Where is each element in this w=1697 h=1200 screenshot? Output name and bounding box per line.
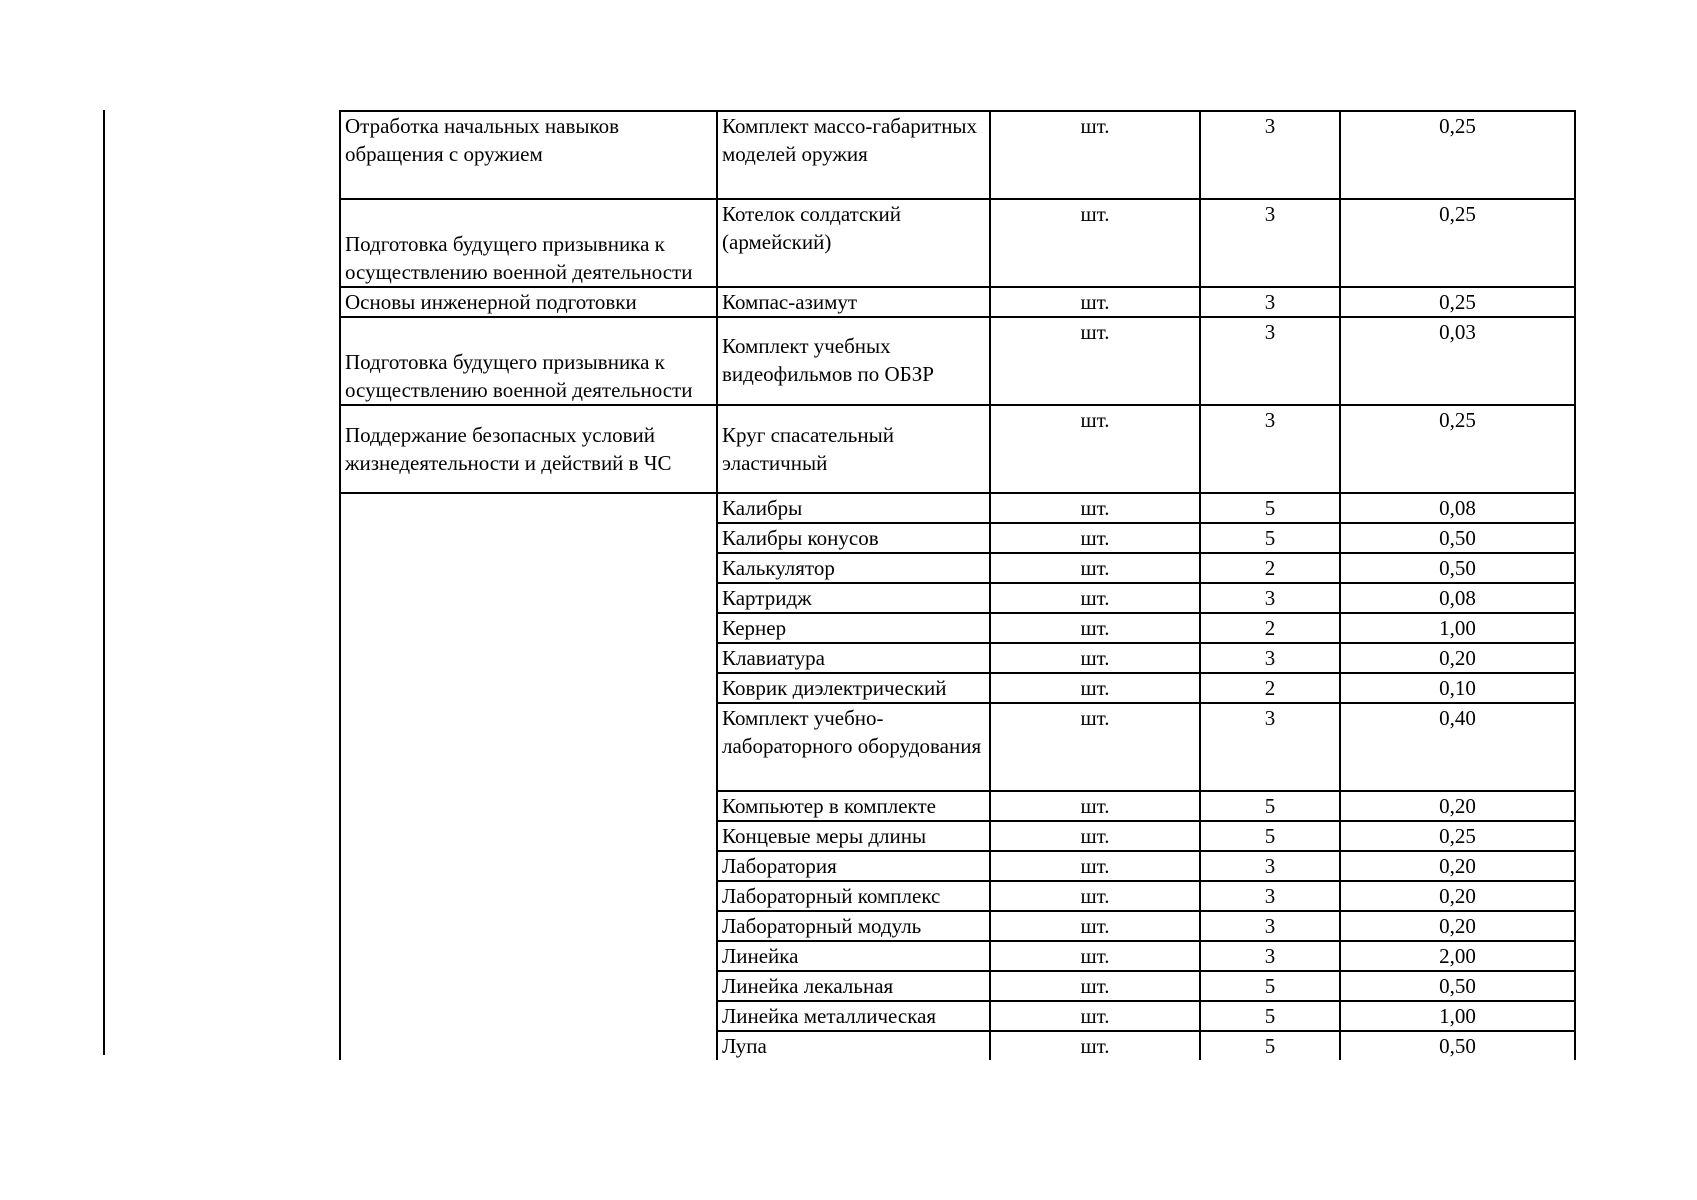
qty-cell: 3 <box>1200 703 1340 791</box>
table-row <box>340 493 1575 523</box>
norm-cell: 0,20 <box>1340 643 1575 673</box>
norm-cell: 0,25 <box>1340 405 1575 493</box>
unit-cell: шт. <box>990 405 1200 493</box>
qty-cell: 2 <box>1200 553 1340 583</box>
unit-cell: шт. <box>990 317 1200 405</box>
qty-cell: 3 <box>1200 405 1340 493</box>
unit-cell: шт. <box>990 851 1200 881</box>
qty-cell: 3 <box>1200 111 1340 199</box>
qty-cell: 5 <box>1200 523 1340 553</box>
qty-cell: 3 <box>1200 881 1340 911</box>
item-cell: Калькулятор <box>717 553 990 583</box>
qty-cell: 3 <box>1200 583 1340 613</box>
section-cell: Подготовка будущего призывника к осуществлению военной деятельности <box>340 199 717 287</box>
qty-cell: 2 <box>1200 673 1340 703</box>
unit-cell: шт. <box>990 613 1200 643</box>
item-cell: Компьютер в комплекте <box>717 791 990 821</box>
norm-cell: 0,03 <box>1340 317 1575 405</box>
unit-cell: шт. <box>990 493 1200 523</box>
norm-cell: 0,10 <box>1340 673 1575 703</box>
unit-cell: шт. <box>990 643 1200 673</box>
table-row <box>340 405 1575 493</box>
qty-cell: 5 <box>1200 1001 1340 1031</box>
unit-cell: шт. <box>990 1001 1200 1031</box>
qty-cell: 3 <box>1200 851 1340 881</box>
qty-cell: 3 <box>1200 911 1340 941</box>
unit-cell: шт. <box>990 791 1200 821</box>
unit-cell: шт. <box>990 971 1200 1001</box>
norm-cell: 0,25 <box>1340 821 1575 851</box>
unit-cell: шт. <box>990 941 1200 971</box>
table-row <box>340 317 1575 405</box>
empty-section-cell <box>340 493 717 1060</box>
qty-cell: 5 <box>1200 493 1340 523</box>
norm-cell: 0,20 <box>1340 911 1575 941</box>
qty-cell: 3 <box>1200 199 1340 287</box>
item-cell: Линейка лекальная <box>717 971 990 1001</box>
unit-cell: шт. <box>990 1031 1200 1060</box>
norm-cell: 2,00 <box>1340 941 1575 971</box>
qty-cell: 2 <box>1200 613 1340 643</box>
unit-cell: шт. <box>990 111 1200 199</box>
qty-cell: 3 <box>1200 643 1340 673</box>
norm-cell: 0,50 <box>1340 971 1575 1001</box>
unit-cell: шт. <box>990 553 1200 583</box>
norm-cell: 0,20 <box>1340 791 1575 821</box>
norm-cell: 0,40 <box>1340 703 1575 791</box>
section-cell: Поддержание безопасных условий жизнедеятельности и действий в ЧС <box>340 405 717 493</box>
norm-cell: 0,25 <box>1340 199 1575 287</box>
norm-cell: 1,00 <box>1340 613 1575 643</box>
unit-cell: шт. <box>990 199 1200 287</box>
unit-cell: шт. <box>990 673 1200 703</box>
qty-cell: 5 <box>1200 821 1340 851</box>
norm-cell: 0,25 <box>1340 287 1575 317</box>
unit-cell: шт. <box>990 583 1200 613</box>
item-cell: Комплект массо-габаритных моделей оружия <box>717 111 990 199</box>
norm-cell: 0,08 <box>1340 583 1575 613</box>
norm-cell: 0,50 <box>1340 1031 1575 1060</box>
qty-cell: 3 <box>1200 941 1340 971</box>
item-cell: Круг спасательный эластичный <box>717 405 990 493</box>
qty-cell: 5 <box>1200 971 1340 1001</box>
item-cell: Кернер <box>717 613 990 643</box>
qty-cell: 3 <box>1200 287 1340 317</box>
item-cell: Линейка металлическая <box>717 1001 990 1031</box>
item-cell: Коврик диэлектрический <box>717 673 990 703</box>
left-margin-rule <box>103 110 105 1055</box>
item-cell: Компас-азимут <box>717 287 990 317</box>
item-cell: Лабораторный модуль <box>717 911 990 941</box>
item-cell: Лаборатория <box>717 851 990 881</box>
item-cell: Комплект учебно-лабораторного оборудования <box>717 703 990 791</box>
unit-cell: шт. <box>990 911 1200 941</box>
equipment-table <box>339 110 1576 1060</box>
item-cell: Лупа <box>717 1031 990 1060</box>
section-cell: Подготовка будущего призывника к осуществлению военной деятельности <box>340 317 717 405</box>
item-cell: Калибры конусов <box>717 523 990 553</box>
unit-cell: шт. <box>990 703 1200 791</box>
item-cell: Линейка <box>717 941 990 971</box>
item-cell: Котелок солдатский (армейский) <box>717 199 990 287</box>
item-cell: Клавиатура <box>717 643 990 673</box>
norm-cell: 0,50 <box>1340 553 1575 583</box>
item-cell: Лабораторный комплекс <box>717 881 990 911</box>
unit-cell: шт. <box>990 881 1200 911</box>
table-row <box>340 111 1575 199</box>
table-row <box>340 287 1575 317</box>
section-cell: Отработка начальных навыков обращения с оружием <box>340 111 717 199</box>
qty-cell: 5 <box>1200 1031 1340 1060</box>
qty-cell: 3 <box>1200 317 1340 405</box>
unit-cell: шт. <box>990 287 1200 317</box>
item-cell: Калибры <box>717 493 990 523</box>
item-cell: Комплект учебных видеофильмов по ОБЗР <box>717 317 990 405</box>
norm-cell: 0,50 <box>1340 523 1575 553</box>
norm-cell: 1,00 <box>1340 1001 1575 1031</box>
unit-cell: шт. <box>990 523 1200 553</box>
qty-cell: 5 <box>1200 791 1340 821</box>
item-cell: Концевые меры длины <box>717 821 990 851</box>
norm-cell: 0,20 <box>1340 851 1575 881</box>
item-cell: Картридж <box>717 583 990 613</box>
table-row <box>340 199 1575 287</box>
norm-cell: 0,25 <box>1340 111 1575 199</box>
norm-cell: 0,20 <box>1340 881 1575 911</box>
norm-cell: 0,08 <box>1340 493 1575 523</box>
unit-cell: шт. <box>990 821 1200 851</box>
section-cell: Основы инженерной подготовки <box>340 287 717 317</box>
